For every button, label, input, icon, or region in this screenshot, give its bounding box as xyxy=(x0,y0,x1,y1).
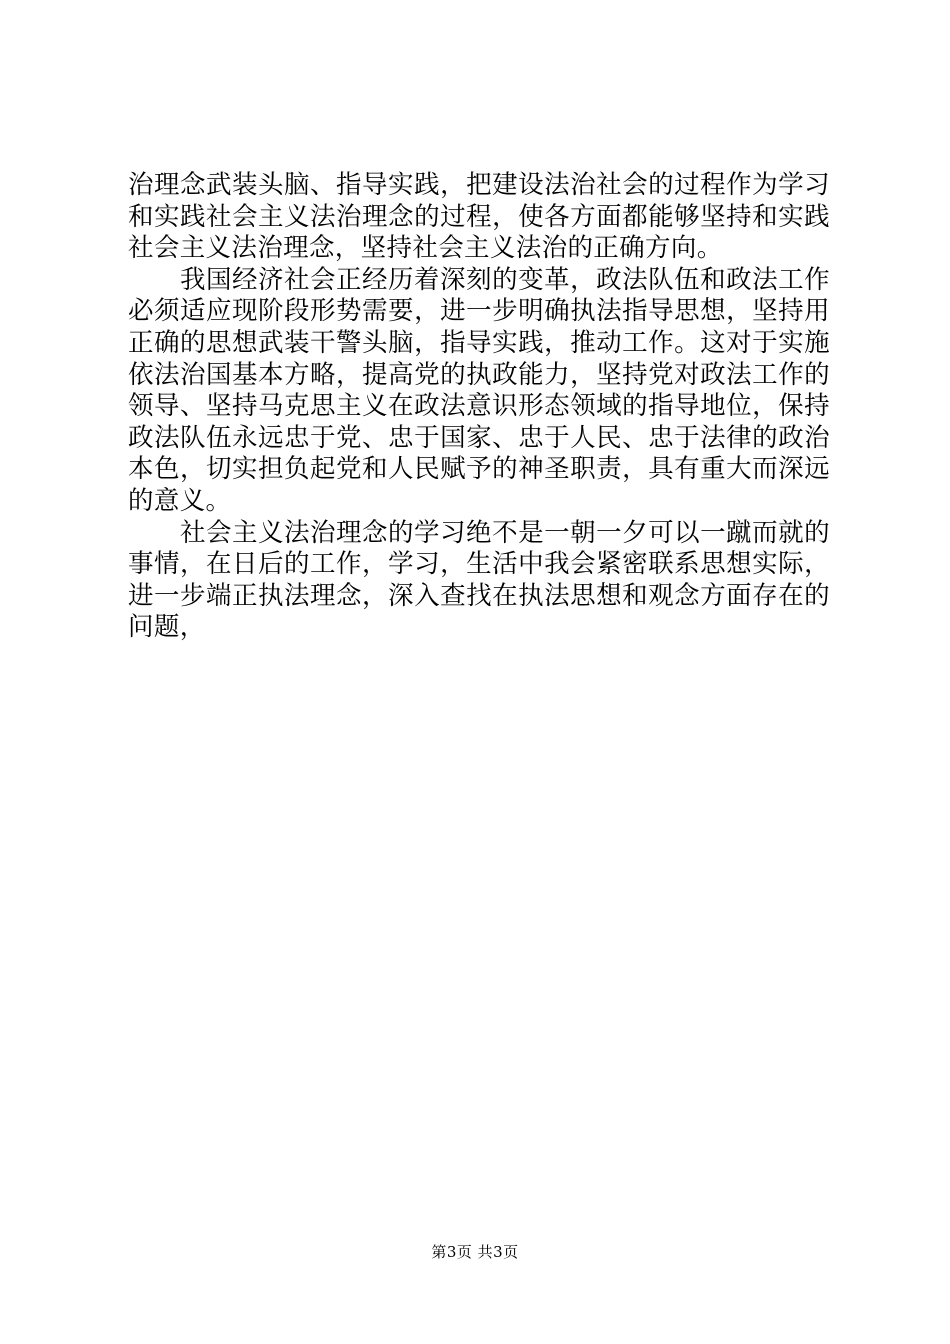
document-body xyxy=(128,170,830,644)
page-number-footer: 第3页 共3页 xyxy=(431,1243,519,1261)
paragraph-study: 社会主义法治理念的学习绝不是一朝一夕可以一蹴而就的事情，在日后的工作，学习，生活中我会紧密联系思想实际，进一步端正执法理念，深入查找在执法思想和观念方面存在的问题， xyxy=(128,517,830,643)
paragraph-continuation: 治理念武装头脑、指导实践，把建设法治社会的过程作为学习和实践社会主义法治理念的过程，使各方面都能够坚持和实践社会主义法治理念，坚持社会主义法治的正确方向。 xyxy=(128,170,830,264)
paragraph-reform: 我国经济社会正经历着深刻的变革，政法队伍和政法工作必须适应现阶段形势需要，进一步明确执法指导思想，坚持用正确的思想武装干警头脑，指导实践，推动工作。这对于实施依法治国基本方略，提高党的执政能力，坚持党对政法工作的领导、坚持马克思主义在政法意识形态领域的指导地位，保持政法队伍永远忠于党、忠于国家、忠于人民、忠于法律的政治本色，切实担负起党和人民赋予的神圣职责，具有重大而深远的意义。 xyxy=(128,264,830,516)
